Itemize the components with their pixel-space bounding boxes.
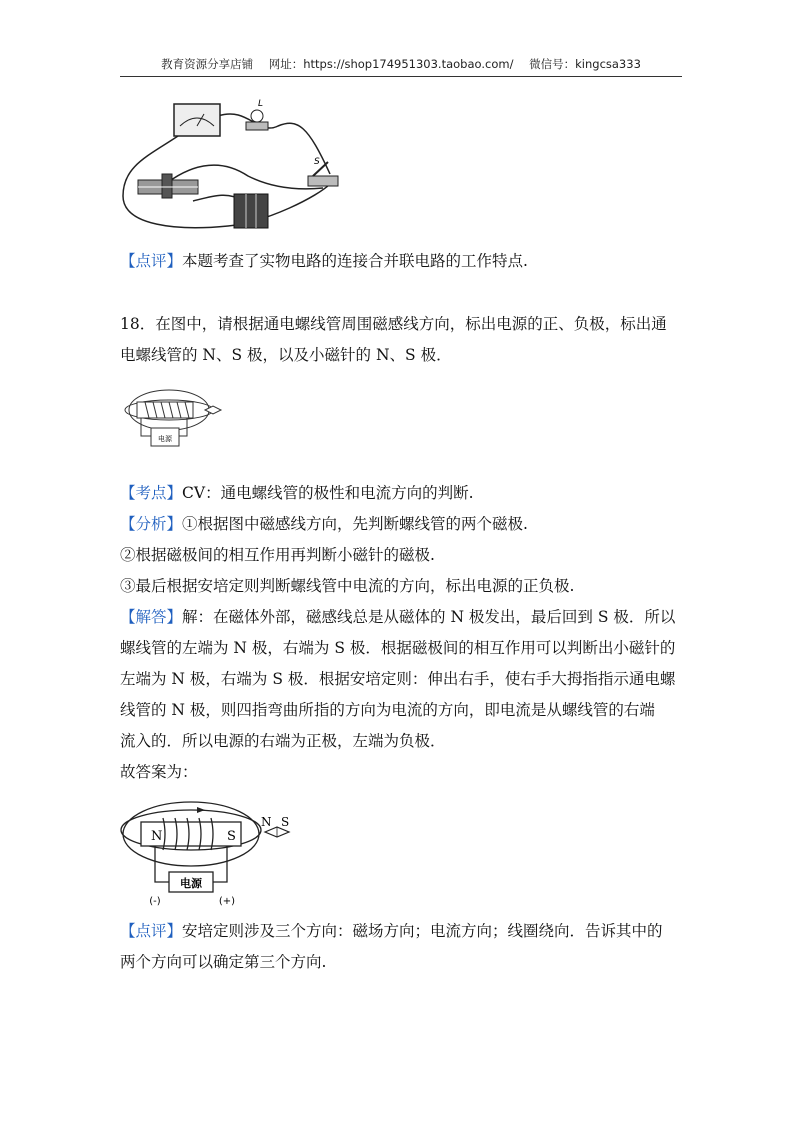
- page-header: [120, 56, 682, 77]
- fenxi-text-1: ①根据图中磁感线方向，先判断螺线管的两个磁极.: [182, 515, 528, 533]
- review-2-text-1: 安培定则涉及三个方向：磁场方向；电流方向；线圈绕向．告诉其中的: [182, 922, 663, 940]
- question-18-line-1: 18．在图中，请根据通电螺线管周围磁感线方向，标出电源的正、负极，标出通: [120, 315, 667, 333]
- kaodian: [120, 483, 474, 503]
- jieda-line-4: 线管的 N 极，则四指弯曲所指的方向为电流的方向，即电流是从螺线管的右端: [120, 701, 655, 719]
- jieda-text-1: 解：在磁体外部，磁感线总是从磁体的 N 极发出，最后回到 S 极．所以: [182, 608, 676, 626]
- fenxi-tag: 【分析】: [120, 515, 183, 533]
- review-1-tag: 【点评】: [120, 252, 183, 270]
- url-value[interactable]: https://shop174951303.taobao.com/: [303, 57, 514, 71]
- jieda-line-1: [120, 607, 675, 627]
- review-2-line-1: [120, 921, 663, 941]
- shop-url[interactable]: [269, 57, 514, 71]
- shop-name: 教育资源分享店铺: [161, 57, 254, 71]
- circuit-figure: [118, 96, 358, 238]
- needle-s-label: S: [281, 815, 290, 829]
- kaodian-text: CV：通电螺线管的极性和电流方向的判断.: [182, 484, 474, 502]
- solenoid-answer-figure: [119, 800, 305, 908]
- review-2-line-2: 两个方向可以确定第三个方向.: [120, 953, 327, 971]
- question-power-label: 电源: [158, 435, 172, 443]
- coil-s-label: S: [227, 829, 236, 844]
- wechat-label: 微信号：: [529, 57, 576, 71]
- jieda-line-2: 螺线管的左端为 N 极，右端为 S 极．根据磁极间的相互作用可以判断出小磁针的: [120, 639, 676, 657]
- jieda-tag: 【解答】: [120, 608, 183, 626]
- answer-power-label: 电源: [180, 877, 202, 890]
- fenxi-line-3: ③最后根据安培定则判断螺线管中电流的方向，标出电源的正负极.: [120, 577, 575, 595]
- switch-label: S: [314, 157, 320, 167]
- jieda-line-3: 左端为 N 极，右端为 S 极．根据安培定则：伸出右手，使右手大拇指指示通电螺: [120, 670, 676, 688]
- wechat-info: [529, 57, 641, 71]
- review-1-text: 本题考查了实物电路的连接合并联电路的工作特点.: [182, 252, 528, 270]
- fenxi-line-2: ②根据磁极间的相互作用再判断小磁针的磁极.: [120, 546, 435, 564]
- minus-label: (-): [149, 896, 161, 907]
- wechat-value: kingcsa333: [575, 57, 641, 71]
- url-label: 网址：: [268, 57, 304, 71]
- jieda-line-5: 流入的．所以电源的右端为正极，左端为负极．: [120, 732, 446, 750]
- kaodian-tag: 【考点】: [120, 484, 183, 502]
- bulb-label: L: [258, 99, 264, 109]
- answer-intro: 故答案为：: [120, 763, 198, 781]
- question-18-line-2: 电螺线管的 N、S 极，以及小磁针的 N、S 极．: [120, 346, 452, 364]
- solenoid-question-figure: [121, 380, 231, 458]
- needle-n-label: N: [261, 815, 272, 829]
- fenxi-line-1: [120, 514, 528, 534]
- coil-n-label: N: [151, 829, 163, 844]
- plus-label: (+): [218, 896, 236, 907]
- review-2-tag: 【点评】: [120, 922, 183, 940]
- review-1: [120, 251, 528, 271]
